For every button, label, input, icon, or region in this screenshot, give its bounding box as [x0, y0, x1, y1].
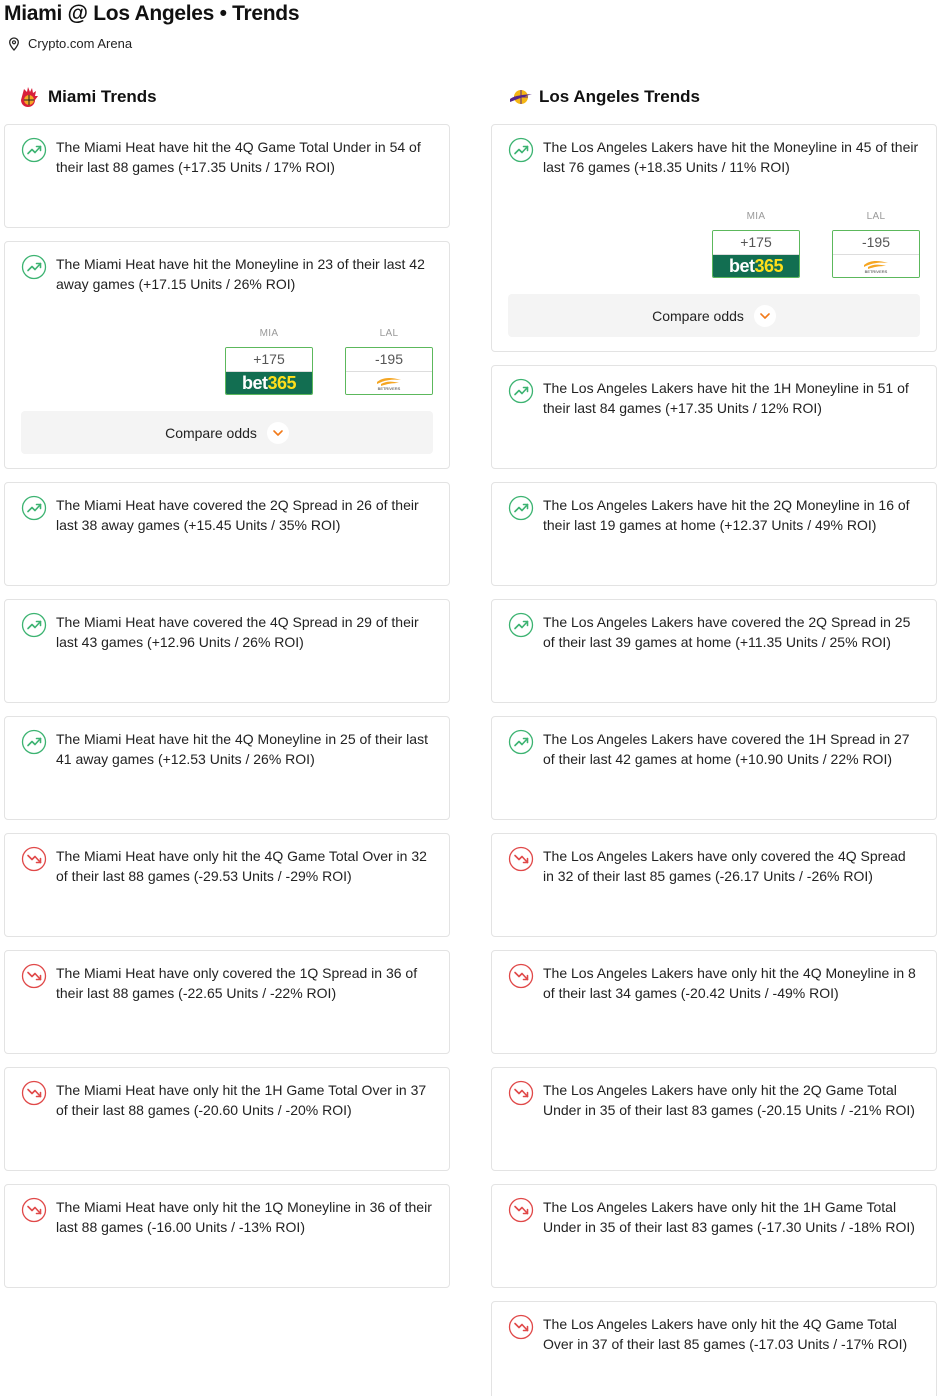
svg-text:BETRIVERS: BETRIVERS	[864, 269, 888, 274]
trend-text: The Miami Heat have hit the 4Q Moneyline in 25 of their last 41 away games (+12.53 Units / 26% ROI)	[56, 731, 428, 767]
trend-up-icon	[508, 729, 534, 755]
odds-team-label: MIA	[746, 211, 766, 222]
trend-card	[4, 950, 450, 1054]
trend-text: The Miami Heat have covered the 4Q Spread in 29 of their last 43 games (+12.96 Units / 26% ROI)	[56, 614, 419, 650]
venue	[8, 36, 132, 51]
betrivers-logo-icon	[833, 254, 919, 277]
trend-up-icon	[21, 254, 47, 280]
trend-card	[4, 1184, 450, 1288]
trend-text: The Miami Heat have only hit the 1Q Moneyline in 36 of their last 88 games (-16.00 Units / -13% ROI)	[56, 1199, 432, 1235]
bet365-logo-icon: bet 365	[713, 254, 799, 277]
lakers-logo-icon	[509, 85, 533, 109]
trend-text: The Miami Heat have hit the 4Q Game Total Under in 54 of their last 88 games (+17.35 Units / 17% ROI)	[56, 139, 421, 175]
trend-up-icon	[508, 137, 534, 163]
page-title: Miami @ Los Angeles • Trends	[4, 2, 300, 25]
trend-text: The Los Angeles Lakers have only hit the 1H Game Total Under in 35 of their last 83 games (-17.30 Units / -18% ROI)	[543, 1199, 915, 1235]
odds-panel	[21, 328, 433, 395]
trend-down-icon	[508, 963, 534, 989]
trend-card	[491, 833, 937, 937]
trend-card	[491, 124, 937, 352]
chevron-down-icon	[754, 305, 776, 327]
trend-text: The Miami Heat have only covered the 1Q Spread in 36 of their last 88 games (-22.65 Units / -22% ROI)	[56, 965, 418, 1001]
odds-value: +175	[713, 231, 799, 254]
odds-team-label: LAL	[866, 211, 886, 222]
miami-trends-heading: Miami Trends	[4, 84, 450, 110]
trend-card	[491, 1301, 937, 1396]
trend-card	[491, 1184, 937, 1288]
odds-value: +175	[226, 348, 312, 371]
odds-panel	[508, 211, 920, 278]
trend-up-icon	[21, 729, 47, 755]
trend-card	[4, 124, 450, 228]
trend-down-icon	[508, 846, 534, 872]
trend-text: The Los Angeles Lakers have only hit the 4Q Moneyline in 8 of their last 34 games (-20.42 Units / -49% ROI)	[543, 965, 916, 1001]
trend-text: The Miami Heat have hit the Moneyline in 23 of their last 42 away games (+17.15 Units / 26% ROI)	[56, 256, 425, 292]
compare-odds-button[interactable]	[508, 294, 920, 337]
trend-text: The Los Angeles Lakers have only hit the 2Q Game Total Under in 35 of their last 83 games (-20.15 Units / -21% ROI)	[543, 1082, 915, 1118]
trend-text: The Los Angeles Lakers have only covered the 4Q Spread in 32 of their last 85 games (-26.17 Units / -26% ROI)	[543, 848, 906, 884]
trend-card	[4, 599, 450, 703]
odds-home	[712, 211, 800, 278]
miami-trend-list	[4, 124, 450, 1288]
trend-card	[491, 365, 937, 469]
trend-down-icon	[508, 1197, 534, 1223]
odds-away-button[interactable]	[832, 230, 920, 278]
trend-card	[491, 599, 937, 703]
trend-card	[4, 241, 450, 469]
trend-text: The Los Angeles Lakers have covered the 2Q Spread in 25 of their last 39 games at home (+11.35 Units / 25% ROI)	[543, 614, 911, 650]
odds-home-button[interactable]	[225, 347, 313, 395]
miami-trends-column	[4, 84, 450, 1301]
trend-up-icon	[21, 612, 47, 638]
odds-away	[832, 211, 920, 278]
trend-down-icon	[508, 1080, 534, 1106]
trend-text: The Los Angeles Lakers have hit the Moneyline in 45 of their last 76 games (+18.35 Units / 11% ROI)	[543, 139, 919, 175]
location-pin-icon	[8, 37, 20, 51]
betrivers-logo-icon	[346, 371, 432, 394]
bet365-logo-icon: bet 365	[226, 371, 312, 394]
odds-away-button[interactable]	[345, 347, 433, 395]
svg-text:BETRIVERS: BETRIVERS	[377, 386, 401, 391]
trend-card	[491, 716, 937, 820]
chevron-down-icon	[267, 422, 289, 444]
odds-value: -195	[833, 231, 919, 254]
trend-down-icon	[21, 1197, 47, 1223]
odds-home-button[interactable]	[712, 230, 800, 278]
odds-value: -195	[346, 348, 432, 371]
lakers-trends-heading: Los Angeles Trends	[491, 84, 937, 110]
trend-card	[491, 482, 937, 586]
trend-card	[491, 950, 937, 1054]
trend-card	[4, 833, 450, 937]
trend-text: The Los Angeles Lakers have hit the 1H Moneyline in 51 of their last 84 games (+17.35 Units / 12% ROI)	[543, 380, 909, 416]
lakers-trend-list	[491, 124, 937, 1396]
trend-up-icon	[21, 137, 47, 163]
trend-text: The Miami Heat have only hit the 1H Game Total Over in 37 of their last 88 games (-20.60 Units / -20% ROI)	[56, 1082, 427, 1118]
trend-up-icon	[508, 378, 534, 404]
compare-odds-label: Compare odds	[652, 307, 744, 324]
trend-down-icon	[21, 963, 47, 989]
venue-name: Crypto.com Arena	[28, 36, 133, 51]
trend-card	[4, 716, 450, 820]
trend-text: The Miami Heat have covered the 2Q Spread in 26 of their last 38 away games (+15.45 Units / 35% ROI)	[56, 497, 419, 533]
trend-down-icon	[21, 846, 47, 872]
compare-odds-label: Compare odds	[165, 424, 257, 441]
trend-up-icon	[21, 495, 47, 521]
trend-text: The Miami Heat have only hit the 4Q Game Total Over in 32 of their last 88 games (-29.53 Units / -29% ROI)	[56, 848, 427, 884]
trend-card	[491, 1067, 937, 1171]
trend-text: The Los Angeles Lakers have hit the 2Q Moneyline in 16 of their last 19 games at home (+12.37 Units / 49% ROI)	[543, 497, 910, 533]
trend-up-icon	[508, 612, 534, 638]
trend-up-icon	[508, 495, 534, 521]
odds-away	[345, 328, 433, 395]
miami-heat-logo-icon	[18, 85, 42, 109]
trend-down-icon	[508, 1314, 534, 1340]
trend-card	[4, 482, 450, 586]
trend-down-icon	[21, 1080, 47, 1106]
trend-text: The Los Angeles Lakers have only hit the 4Q Game Total Over in 37 of their last 85 games (-17.03 Units / -17% ROI)	[543, 1316, 908, 1352]
trend-card	[4, 1067, 450, 1171]
odds-team-label: MIA	[259, 328, 279, 339]
compare-odds-button[interactable]	[21, 411, 433, 454]
trend-text: The Los Angeles Lakers have covered the 1H Spread in 27 of their last 42 games at home (+10.90 Units / 22% ROI)	[543, 731, 910, 767]
lakers-trends-column	[491, 84, 937, 1396]
odds-team-label: LAL	[379, 328, 399, 339]
odds-home	[225, 328, 313, 395]
